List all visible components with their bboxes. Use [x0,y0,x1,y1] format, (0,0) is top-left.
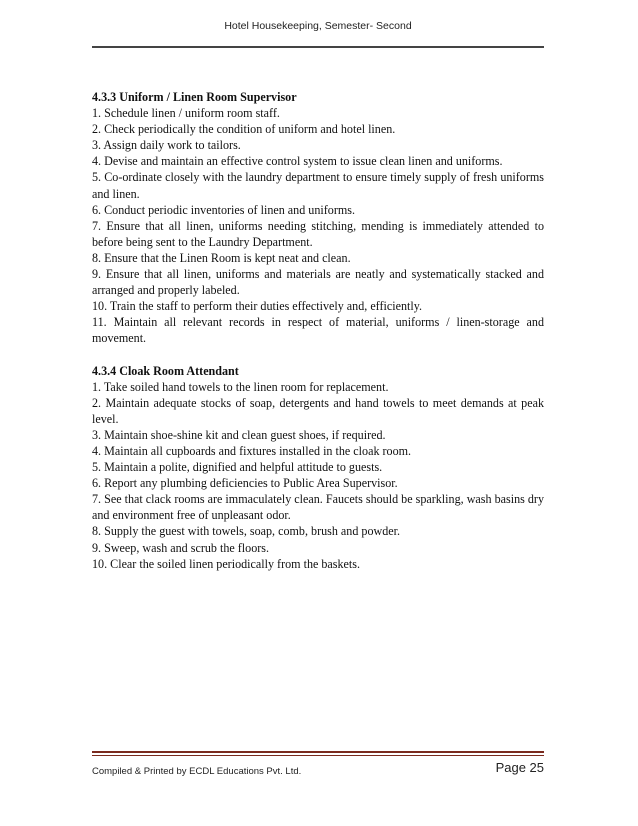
section-cloak-room-attendant [92,363,544,572]
list-item: 6. Conduct periodic inventories of linen and uniforms. [92,202,355,217]
header-divider [92,46,544,48]
page-body [92,89,544,572]
list-item: 2. Maintain adequate stocks of soap, detergents and hand towels to meet demands at peak level. [92,395,544,426]
list-item: 9. Ensure that all linen, uniforms and materials are neatly and systematically stacked and arranged and properly labeled. [92,267,544,298]
list-item: 5. Co-ordinate closely with the laundry department to ensure timely supply of fresh uniforms and linen. [92,170,544,201]
list-item: 2. Check periodically the condition of uniform and hotel linen. [92,122,396,137]
list-item: 3. Assign daily work to tailors. [92,138,241,153]
list-item: 11. Maintain all relevant records in respect of material, uniforms / linen-storage and movement. [92,315,544,346]
footer-divider-thin [92,755,544,756]
list-item: 3. Maintain shoe-shine kit and clean guest shoes, if required. [92,427,386,442]
list-item: 7. Ensure that all linen, uniforms needing stitching, mending is immediately attended to before being sent to the Laundry Department. [92,218,544,249]
list-item: 1. Take soiled hand towels to the linen room for replacement. [92,379,389,394]
list-item: 9. Sweep, wash and scrub the floors. [92,540,270,555]
list-item: 8. Supply the guest with towels, soap, comb, brush and powder. [92,524,401,539]
section-heading: 4.3.3 Uniform / Linen Room Supervisor [92,90,297,104]
list-item: 10. Clear the soiled linen periodically from the baskets. [92,556,361,571]
list-item: 4. Devise and maintain an effective control system to issue clean linen and uniforms. [92,154,503,169]
list-item: 10. Train the staff to perform their duties effectively and, efficiently. [92,299,423,314]
list-item: 8. Ensure that the Linen Room is kept neat and clean. [92,250,351,265]
section-uniform-linen-room-supervisor [92,89,544,347]
list-item: 6. Report any plumbing deficiencies to Public Area Supervisor. [92,476,398,491]
page-number: Page 25 [495,760,544,775]
list-item: 5. Maintain a polite, dignified and helpful attitude to guests. [92,460,383,475]
list-item: 4. Maintain all cupboards and fixtures installed in the cloak room. [92,443,412,458]
footer-divider-thick [92,751,544,753]
list-item: 1. Schedule linen / uniform room staff. [92,106,280,121]
running-header: Hotel Housekeeping, Semester- Second [224,20,412,32]
section-heading: 4.3.4 Cloak Room Attendant [92,363,239,378]
list-item: 7. See that clack rooms are immaculately clean. Faucets should be sparkling, wash basins dry and environment free of unpleasant odor. [92,492,544,523]
footer-publisher: Compiled & Printed by ECDL Educations Pvt. Ltd. [92,766,302,777]
